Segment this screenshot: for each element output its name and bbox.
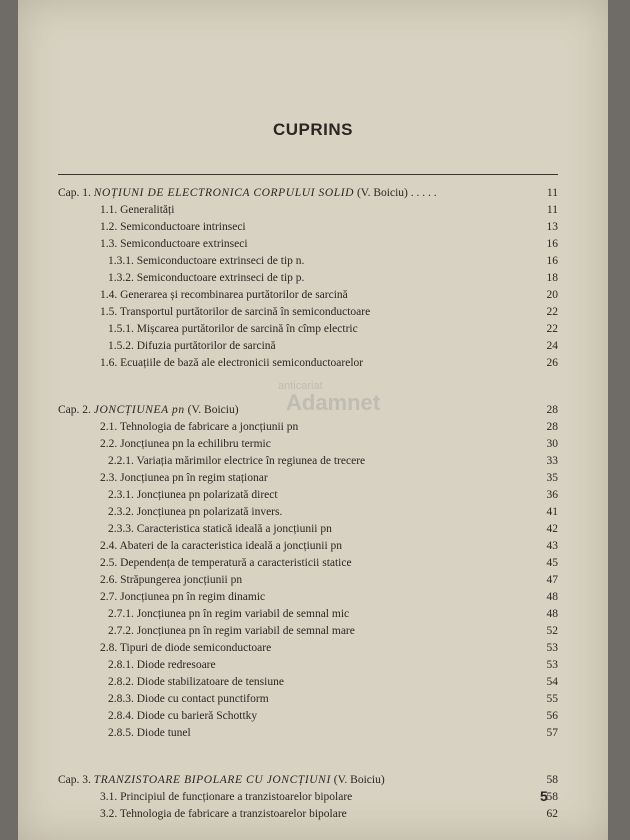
toc-entry-title: 1.3. Semiconductoare extrinseci (100, 238, 248, 250)
toc-entry (18, 253, 608, 269)
document-page (18, 0, 608, 840)
toc-page-number: 56 (546, 710, 558, 722)
toc-entry-title: 2.3.1. Joncțiunea pn polarizată direct (108, 489, 278, 501)
toc-entry (18, 640, 608, 656)
toc-entry-title: 3.1. Principiul de funcționare a tranzistoarelor bipolare (100, 791, 353, 803)
chapter-title: JONCȚIUNEA pn (93, 404, 185, 416)
toc-entry-title: 2.8.3. Diode cu contact punctiform (108, 693, 269, 705)
toc-entry (18, 304, 608, 320)
toc-entry (18, 725, 608, 741)
toc-page-number: 22 (546, 323, 558, 335)
toc-page-number: 24 (546, 340, 558, 352)
toc-page-number: 58 (546, 791, 558, 803)
toc-page-number: 11 (546, 204, 558, 216)
toc-entry-title: 3.2. Tehnologia de fabricare a tranzistoarelor bipolare (100, 808, 347, 820)
page-number: 5 (540, 788, 548, 804)
toc-page-number: 35 (546, 472, 558, 484)
toc-entry-title (58, 402, 239, 418)
chapter-author: (V. Boiciu) (184, 404, 239, 416)
toc-entry (18, 487, 608, 503)
toc-page-number: 30 (546, 438, 558, 450)
toc-entry (18, 623, 608, 639)
toc-entry (18, 453, 608, 469)
toc-entry (18, 436, 608, 452)
toc-entry (18, 270, 608, 286)
toc-entry-title: 1.3.2. Semiconductoare extrinseci de tip p. (108, 272, 305, 284)
toc-page-number: 41 (546, 506, 558, 518)
toc-entry-title: 1.3.1. Semiconductoare extrinseci de tip n. (108, 255, 305, 267)
toc-entry (18, 521, 608, 537)
toc-page-number: 33 (546, 455, 558, 467)
toc-page-number: 52 (546, 625, 558, 637)
toc-entry (18, 419, 608, 435)
toc-entry (18, 470, 608, 486)
toc-entry (18, 555, 608, 571)
toc-entry-title: 2.7.2. Joncțiunea pn în regim variabil de semnal mare (108, 625, 355, 637)
toc-entry-title: 1.5.1. Mișcarea purtătorilor de sarcină în cîmp electric (108, 323, 358, 335)
toc-page-number: 53 (546, 659, 558, 671)
toc-entry (18, 806, 608, 822)
toc-entry (18, 321, 608, 337)
toc-page-number: 48 (546, 591, 558, 603)
toc-chapter-entry (18, 772, 608, 788)
toc-entry-title: 1.2. Semiconductoare intrinseci (100, 221, 246, 233)
toc-entry (18, 504, 608, 520)
toc-page-number: 13 (546, 221, 558, 233)
toc-page-number: 58 (546, 774, 558, 786)
chapter-number: Cap. 1. (58, 187, 94, 199)
toc-entry-title: 2.6. Străpungerea joncțiunii pn (100, 574, 243, 586)
toc-page-number: 26 (546, 357, 558, 369)
chapter-author: (V. Boiciu) (330, 774, 385, 786)
toc-entry-title: 2.8.4. Diode cu barieră Schottky (108, 710, 258, 722)
chapter-title: NOȚIUNI DE ELECTRONICA CORPULUI SOLID (93, 187, 355, 199)
toc-page-number: 43 (546, 540, 558, 552)
chapter-author: (V. Boiciu) . . . . . (354, 187, 437, 199)
toc-entry-title: 1.1. Generalități (100, 204, 175, 216)
toc-entry-title: 2.8.2. Diode stabilizatoare de tensiune (108, 676, 284, 688)
toc-entry-title: 2.8.1. Diode redresoare (108, 659, 216, 671)
toc-entry (18, 338, 608, 354)
toc-entry-title: 2.2. Joncțiunea pn la echilibru termic (100, 438, 271, 450)
toc-page-number: 11 (546, 187, 558, 199)
toc-page-number: 18 (546, 272, 558, 284)
toc-page-number: 28 (546, 421, 558, 433)
toc-page-number: 57 (546, 727, 558, 739)
toc-page-number: 47 (546, 574, 558, 586)
chapter-title: TRANZISTOARE BIPOLARE CU JONCȚIUNI (93, 774, 331, 786)
toc-entry (18, 572, 608, 588)
toc-entry (18, 606, 608, 622)
toc-entry (18, 236, 608, 252)
toc-entry-title: 2.3. Joncțiunea pn în regim staționar (100, 472, 268, 484)
toc-entry-title (58, 772, 385, 788)
toc-entry-title: 2.3.2. Joncțiunea pn polarizată invers. (108, 506, 283, 518)
toc-entry (18, 287, 608, 303)
toc-entry (18, 355, 608, 371)
toc-entry-title: 2.5. Dependența de temperatură a caracteristicii statice (100, 557, 352, 569)
toc-entry (18, 202, 608, 218)
toc-entry-title: 1.4. Generarea și recombinarea purtătorilor de sarcină (100, 289, 348, 301)
toc-entry-title: 2.8.5. Diode tunel (108, 727, 191, 739)
toc-chapter-entry (18, 185, 608, 201)
toc-entry (18, 538, 608, 554)
toc-page-number: 55 (546, 693, 558, 705)
toc-entry-title: 2.3.3. Caracteristica statică ideală a joncțiunii pn (108, 523, 332, 535)
toc-page-number: 45 (546, 557, 558, 569)
toc-page-number: 42 (546, 523, 558, 535)
toc-entry-title: 2.4. Abateri de la caracteristica ideală a joncțiunii pn (100, 540, 343, 552)
toc-page-number: 54 (546, 676, 558, 688)
table-of-contents (18, 0, 608, 840)
toc-page-number: 16 (546, 255, 558, 267)
toc-entry-title: 1.5.2. Difuzia purtătorilor de sarcină (108, 340, 276, 352)
toc-entry (18, 691, 608, 707)
toc-entry-title: 2.7.1. Joncțiunea pn în regim variabil de semnal mic (108, 608, 350, 620)
toc-page-number: 20 (546, 289, 558, 301)
toc-entry (18, 657, 608, 673)
toc-entry-title (58, 185, 437, 201)
toc-page-number: 36 (546, 489, 558, 501)
toc-entry-title: 1.6. Ecuațiile de bază ale electronicii semiconductoarelor (100, 357, 364, 369)
toc-page-number: 53 (546, 642, 558, 654)
chapter-number: Cap. 2. (58, 404, 94, 416)
page-title: CUPRINS (272, 120, 353, 139)
toc-entry-title: 2.8. Tipuri de diode semiconductoare (100, 642, 272, 654)
toc-entry (18, 219, 608, 235)
toc-entry-title: 2.7. Joncțiunea pn în regim dinamic (100, 591, 266, 603)
watermark-logo: anticariat Adamnet (278, 380, 381, 415)
toc-entry-title: 2.1. Tehnologia de fabricare a joncțiunii pn (100, 421, 299, 433)
toc-entry (18, 589, 608, 605)
toc-page-number: 48 (546, 608, 558, 620)
toc-entry-title: 2.2.1. Variația mărimilor electrice în regiunea de trecere (108, 455, 366, 467)
toc-entry (18, 708, 608, 724)
toc-entry (18, 674, 608, 690)
chapter-number: Cap. 3. (58, 774, 94, 786)
toc-page-number: 22 (546, 306, 558, 318)
toc-page-number: 62 (546, 808, 558, 820)
toc-entry (18, 789, 608, 805)
toc-page-number: 28 (546, 404, 558, 416)
toc-page-number: 16 (546, 238, 558, 250)
toc-entry-title: 1.5. Transportul purtătorilor de sarcină în semiconductoare (100, 306, 371, 318)
